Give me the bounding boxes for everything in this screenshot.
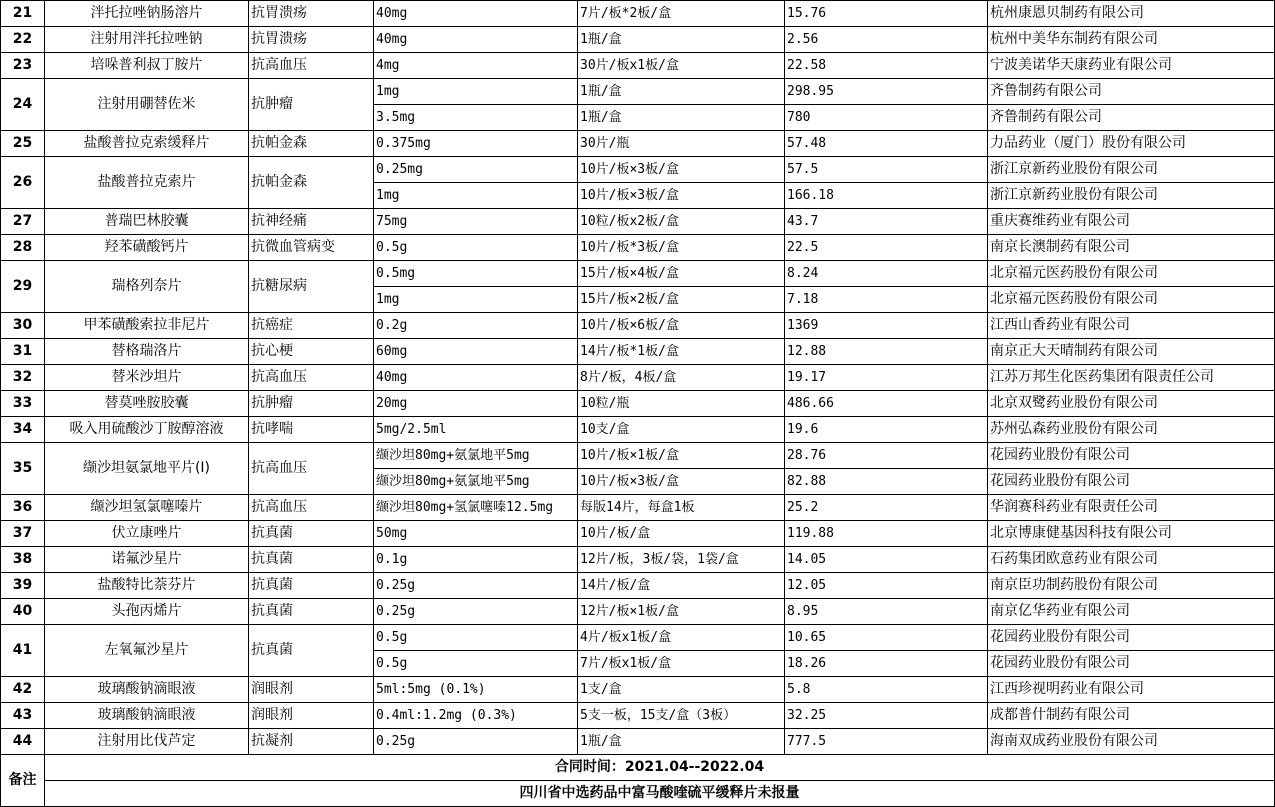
drug-manufacturer: 重庆赛维药业有限公司 (988, 209, 1275, 235)
drug-manufacturer: 杭州中美华东制药有限公司 (988, 27, 1275, 53)
drug-package: 8片/板，4板/盒 (578, 365, 785, 391)
drug-spec: 0.25mg (374, 157, 578, 183)
row-number: 37 (1, 521, 45, 547)
drug-spec: 75mg (374, 209, 578, 235)
drug-price: 25.2 (785, 495, 988, 521)
drug-category: 抗肿瘤 (249, 79, 374, 131)
table-row (1, 313, 1275, 339)
drug-category: 抗高血压 (249, 495, 374, 521)
drug-spec: 0.5g (374, 235, 578, 261)
drug-category: 抗神经痛 (249, 209, 374, 235)
drug-price: 486.66 (785, 391, 988, 417)
drug-price: 119.88 (785, 521, 988, 547)
drug-price: 298.95 (785, 79, 988, 105)
drug-manufacturer: 南京亿华药业有限公司 (988, 599, 1275, 625)
drug-spec: 1mg (374, 183, 578, 209)
drug-price: 5.8 (785, 677, 988, 703)
table-row (1, 1, 1275, 27)
row-number: 26 (1, 157, 45, 209)
drug-spec: 40mg (374, 1, 578, 27)
row-number: 29 (1, 261, 45, 313)
drug-price: 12.88 (785, 339, 988, 365)
row-number: 44 (1, 729, 45, 755)
row-number: 31 (1, 339, 45, 365)
drug-spec: 1mg (374, 79, 578, 105)
drug-manufacturer: 浙江京新药业股份有限公司 (988, 157, 1275, 183)
table-row (1, 209, 1275, 235)
drug-package: 10片/板/盒 (578, 521, 785, 547)
drug-package: 10支/盒 (578, 417, 785, 443)
row-number: 21 (1, 1, 45, 27)
drug-price: 32.25 (785, 703, 988, 729)
drug-manufacturer: 齐鲁制药有限公司 (988, 105, 1275, 131)
drug-price: 22.58 (785, 53, 988, 79)
drug-price: 10.65 (785, 625, 988, 651)
drug-name: 诺氟沙星片 (45, 547, 249, 573)
drug-price: 22.5 (785, 235, 988, 261)
drug-package: 15片/板×4板/盒 (578, 261, 785, 287)
drug-category: 抗帕金森 (249, 131, 374, 157)
table-row (1, 27, 1275, 53)
table-row (1, 547, 1275, 573)
drug-category: 抗高血压 (249, 53, 374, 79)
drug-spec: 0.25g (374, 573, 578, 599)
drug-spec: 0.375mg (374, 131, 578, 157)
drug-spec: 缬沙坦80mg+氢氯噻嗪12.5mg (374, 495, 578, 521)
table-row (1, 365, 1275, 391)
drug-price: 166.18 (785, 183, 988, 209)
drug-package: 1瓶/盒 (578, 27, 785, 53)
drug-manufacturer: 江苏万邦生化医药集团有限责任公司 (988, 365, 1275, 391)
drug-price: 8.24 (785, 261, 988, 287)
drug-category: 抗真菌 (249, 521, 374, 547)
drug-name: 盐酸普拉克索缓释片 (45, 131, 249, 157)
drug-spec: 1mg (374, 287, 578, 313)
drug-name: 左氧氟沙星片 (45, 625, 249, 677)
drug-spec: 50mg (374, 521, 578, 547)
row-number: 42 (1, 677, 45, 703)
drug-manufacturer: 花园药业股份有限公司 (988, 625, 1275, 651)
drug-spec: 40mg (374, 27, 578, 53)
drug-price: 57.5 (785, 157, 988, 183)
drug-manufacturer: 北京福元医药股份有限公司 (988, 287, 1275, 313)
drug-name: 盐酸普拉克索片 (45, 157, 249, 209)
drug-spec: 0.1g (374, 547, 578, 573)
drug-manufacturer: 成都普什制药有限公司 (988, 703, 1275, 729)
remarks-note: 四川省中选药品中富马酸喹硫平缓释片未报量 (45, 781, 1275, 807)
drug-package: 10粒/瓶 (578, 391, 785, 417)
table-row (1, 677, 1275, 703)
drug-spec: 0.2g (374, 313, 578, 339)
drug-spec: 3.5mg (374, 105, 578, 131)
drug-price: 8.95 (785, 599, 988, 625)
drug-name: 普瑞巴林胶囊 (45, 209, 249, 235)
drug-manufacturer: 北京双鹭药业股份有限公司 (988, 391, 1275, 417)
drug-spec: 0.5g (374, 625, 578, 651)
drug-category: 抗哮喘 (249, 417, 374, 443)
drug-name: 培哚普利叔丁胺片 (45, 53, 249, 79)
drug-price: 57.48 (785, 131, 988, 157)
row-number: 41 (1, 625, 45, 677)
drug-name: 替格瑞洛片 (45, 339, 249, 365)
drug-price: 14.05 (785, 547, 988, 573)
row-number: 25 (1, 131, 45, 157)
drug-name: 吸入用硫酸沙丁胺醇溶液 (45, 417, 249, 443)
drug-manufacturer: 浙江京新药业股份有限公司 (988, 183, 1275, 209)
drug-package: 1瓶/盒 (578, 729, 785, 755)
drug-name: 瑞格列奈片 (45, 261, 249, 313)
table-row (1, 235, 1275, 261)
row-number: 27 (1, 209, 45, 235)
drug-category: 抗凝剂 (249, 729, 374, 755)
drug-name: 头孢丙烯片 (45, 599, 249, 625)
drug-manufacturer: 江西珍视明药业有限公司 (988, 677, 1275, 703)
drug-manufacturer: 石药集团欧意药业有限公司 (988, 547, 1275, 573)
table-row (1, 599, 1275, 625)
row-number: 35 (1, 443, 45, 495)
remarks-label: 备注 (1, 755, 45, 807)
drug-manufacturer: 海南双成药业股份有限公司 (988, 729, 1275, 755)
drug-name: 羟苯磺酸钙片 (45, 235, 249, 261)
drug-name: 玻璃酸钠滴眼液 (45, 677, 249, 703)
drug-package: 10片/板×3板/盒 (578, 183, 785, 209)
drug-category: 抗肿瘤 (249, 391, 374, 417)
drug-category: 润眼剂 (249, 703, 374, 729)
drug-category: 抗帕金森 (249, 157, 374, 209)
drug-package: 30片/瓶 (578, 131, 785, 157)
table-row (1, 417, 1275, 443)
table-row (1, 443, 1275, 469)
table-row (1, 391, 1275, 417)
drug-category: 抗真菌 (249, 625, 374, 677)
drug-package: 10片/板×3板/盒 (578, 157, 785, 183)
drug-spec: 5ml:5mg (0.1%) (374, 677, 578, 703)
drug-package: 5支一板，15支/盒（3板） (578, 703, 785, 729)
drug-name: 盐酸特比萘芬片 (45, 573, 249, 599)
row-number: 34 (1, 417, 45, 443)
drug-package: 10片/板×3板/盒 (578, 469, 785, 495)
drug-manufacturer: 力品药业（厦门）股份有限公司 (988, 131, 1275, 157)
row-number: 36 (1, 495, 45, 521)
drug-manufacturer: 花园药业股份有限公司 (988, 651, 1275, 677)
drug-category: 抗癌症 (249, 313, 374, 339)
row-number: 30 (1, 313, 45, 339)
drug-package: 12片/板×1板/盒 (578, 599, 785, 625)
row-number: 24 (1, 79, 45, 131)
table-row (1, 339, 1275, 365)
drug-manufacturer: 宁波美诺华天康药业有限公司 (988, 53, 1275, 79)
drug-category: 抗高血压 (249, 443, 374, 495)
drug-price: 28.76 (785, 443, 988, 469)
row-number: 22 (1, 27, 45, 53)
drug-manufacturer: 花园药业股份有限公司 (988, 443, 1275, 469)
remarks-row-1 (1, 755, 1275, 781)
drug-package: 15片/板×2板/盒 (578, 287, 785, 313)
drug-manufacturer: 苏州弘森药业股份有限公司 (988, 417, 1275, 443)
table-row (1, 131, 1275, 157)
row-number: 23 (1, 53, 45, 79)
drug-price: 1369 (785, 313, 988, 339)
drug-manufacturer: 南京臣功制药股份有限公司 (988, 573, 1275, 599)
drug-name: 甲苯磺酸索拉非尼片 (45, 313, 249, 339)
drug-price: 7.18 (785, 287, 988, 313)
drug-name: 替莫唑胺胶囊 (45, 391, 249, 417)
drug-name: 玻璃酸钠滴眼液 (45, 703, 249, 729)
drug-category: 抗胃溃疡 (249, 1, 374, 27)
drug-package: 1瓶/盒 (578, 105, 785, 131)
drug-category: 抗真菌 (249, 547, 374, 573)
drug-name: 缬沙坦氢氯噻嗪片 (45, 495, 249, 521)
drug-category: 抗真菌 (249, 573, 374, 599)
drug-category: 抗胃溃疡 (249, 27, 374, 53)
drug-price: 15.76 (785, 1, 988, 27)
remarks-section (1, 755, 1275, 807)
row-number: 33 (1, 391, 45, 417)
drug-spec: 0.25g (374, 729, 578, 755)
drug-name: 注射用硼替佐米 (45, 79, 249, 131)
table-row (1, 261, 1275, 287)
row-number: 38 (1, 547, 45, 573)
drug-name: 伏立康唑片 (45, 521, 249, 547)
drug-manufacturer: 花园药业股份有限公司 (988, 469, 1275, 495)
drug-manufacturer: 齐鲁制药有限公司 (988, 79, 1275, 105)
remarks-row-2 (1, 781, 1275, 807)
drug-manufacturer: 华润赛科药业有限责任公司 (988, 495, 1275, 521)
drug-package: 10粒/板x2板/盒 (578, 209, 785, 235)
drug-manufacturer: 南京正大天晴制药有限公司 (988, 339, 1275, 365)
drug-package: 14片/板*1板/盒 (578, 339, 785, 365)
row-number: 40 (1, 599, 45, 625)
drug-package: 每版14片，每盒1板 (578, 495, 785, 521)
drug-price: 19.17 (785, 365, 988, 391)
table-body (1, 1, 1275, 755)
table-row (1, 703, 1275, 729)
drug-manufacturer: 杭州康恩贝制药有限公司 (988, 1, 1275, 27)
drug-price: 2.56 (785, 27, 988, 53)
drug-package: 14片/板/盒 (578, 573, 785, 599)
table-row (1, 521, 1275, 547)
drug-package: 1支/盒 (578, 677, 785, 703)
table-row (1, 729, 1275, 755)
drug-name: 缬沙坦氨氯地平片(Ⅰ) (45, 443, 249, 495)
drug-spec: 缬沙坦80mg+氨氯地平5mg (374, 443, 578, 469)
drug-manufacturer: 北京博康健基因科技有限公司 (988, 521, 1275, 547)
table-row (1, 573, 1275, 599)
drug-spec: 5mg/2.5ml (374, 417, 578, 443)
drug-package: 7片/板*2板/盒 (578, 1, 785, 27)
drug-price: 12.05 (785, 573, 988, 599)
table-row (1, 157, 1275, 183)
table-row (1, 625, 1275, 651)
table-row (1, 79, 1275, 105)
drug-name: 替米沙坦片 (45, 365, 249, 391)
drug-category: 抗真菌 (249, 599, 374, 625)
drug-price: 777.5 (785, 729, 988, 755)
drug-category: 抗糖尿病 (249, 261, 374, 313)
drug-price: 18.26 (785, 651, 988, 677)
row-number: 28 (1, 235, 45, 261)
drug-package: 12片/板，3板/袋，1袋/盒 (578, 547, 785, 573)
drug-category: 抗心梗 (249, 339, 374, 365)
drug-name: 注射用泮托拉唑钠 (45, 27, 249, 53)
drug-spec: 4mg (374, 53, 578, 79)
drug-category: 润眼剂 (249, 677, 374, 703)
drug-name: 泮托拉唑钠肠溶片 (45, 1, 249, 27)
drug-package: 7片/板x1板/盒 (578, 651, 785, 677)
drug-name: 注射用比伐芦定 (45, 729, 249, 755)
drug-package: 1瓶/盒 (578, 79, 785, 105)
drug-spec: 0.25g (374, 599, 578, 625)
contract-time: 合同时间：2021.04--2022.04 (45, 755, 1275, 781)
drug-spec: 60mg (374, 339, 578, 365)
drug-category: 抗高血压 (249, 365, 374, 391)
drug-price: 82.88 (785, 469, 988, 495)
drug-spec: 缬沙坦80mg+氨氯地平5mg (374, 469, 578, 495)
drug-spec: 40mg (374, 365, 578, 391)
drug-package: 30片/板x1板/盒 (578, 53, 785, 79)
drug-manufacturer: 南京长澳制药有限公司 (988, 235, 1275, 261)
drug-spec: 0.5mg (374, 261, 578, 287)
drug-category: 抗微血管病变 (249, 235, 374, 261)
drug-package: 10片/板*3板/盒 (578, 235, 785, 261)
row-number: 43 (1, 703, 45, 729)
drug-manufacturer: 江西山香药业有限公司 (988, 313, 1275, 339)
drug-spec: 0.4ml:1.2mg (0.3%) (374, 703, 578, 729)
drug-price: 780 (785, 105, 988, 131)
row-number: 39 (1, 573, 45, 599)
drug-price: 43.7 (785, 209, 988, 235)
drug-package: 10片/板×6板/盒 (578, 313, 785, 339)
table-row (1, 495, 1275, 521)
table-row (1, 53, 1275, 79)
drug-package: 4片/板x1板/盒 (578, 625, 785, 651)
drug-price: 19.6 (785, 417, 988, 443)
row-number: 32 (1, 365, 45, 391)
drug-package: 10片/板×1板/盒 (578, 443, 785, 469)
drug-manufacturer: 北京福元医药股份有限公司 (988, 261, 1275, 287)
drug-spec: 0.5g (374, 651, 578, 677)
drug-spec: 20mg (374, 391, 578, 417)
